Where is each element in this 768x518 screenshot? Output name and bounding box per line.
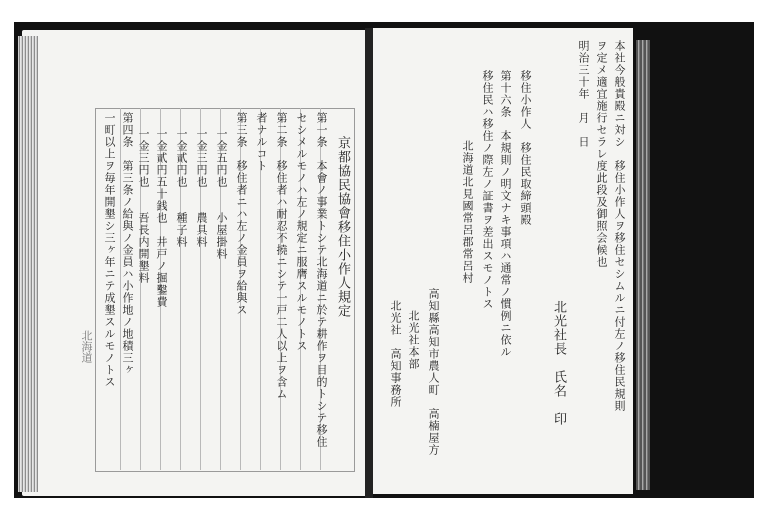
right-signature: 北光社長 氏名 印: [551, 300, 566, 426]
left-column: 第二条 移住者ハ耐忍不撓ニシテ一戸二人以上ヲ含ム: [275, 112, 288, 400]
left-title: 京都協民協會移住小作人規定: [335, 136, 350, 318]
right-column: 移住民ハ移住ノ際左ノ証書ヲ差出スモノトス: [481, 70, 494, 310]
right-column: 北海道北見國常呂郡常呂村: [461, 140, 474, 284]
left-column: 一金五円也 小屋掛料: [215, 128, 228, 260]
left-column: セシメルモノハ左ノ規定ニ服膺スルモノトス: [295, 112, 308, 352]
left-column: 第三条 移住者ニハ左ノ金員ヲ給與ス: [235, 112, 248, 316]
right-column: ヲ定メ適宜施行セラレ度此段及御照会候也: [595, 40, 608, 268]
left-margin-note: 北海道: [80, 330, 93, 363]
right-column: 明治三十年 月 日: [577, 40, 590, 148]
right-column: 移住小作人 移住民取締頭殿: [519, 70, 532, 226]
left-page-edges: [18, 36, 38, 492]
right-column: 北光社本部: [407, 310, 420, 370]
left-column: 第一条 本會ノ事業トシテ北海道ニ於テ耕作ヲ目的トシテ移住: [315, 112, 328, 448]
book-gutter: [365, 28, 373, 498]
left-column: 一金三円也 吾長内開墾料: [137, 128, 150, 284]
right-column: 本社今般貴殿ニ対シ 移住小作人ヲ移住セシムルニ付左ノ移住民規則: [613, 40, 626, 412]
right-column: 北光社 高知事務所: [389, 300, 402, 408]
left-column: 一町以上ヲ毎年開墾シ三ヶ年ニテ成墾スルモノトス: [103, 112, 116, 388]
left-column: 者ナルコト: [255, 112, 268, 172]
left-column: 第四条 第三条ノ給與ノ金員ハ小作地ノ地積三ヶ: [121, 112, 134, 376]
left-column: 一金貳円也 種子料: [175, 128, 188, 248]
left-column: 一金三円也 農具料: [195, 128, 208, 248]
right-page-edges: [636, 40, 650, 490]
left-column: 一金貳円五十銭也 井戸ノ掘鑿費: [155, 128, 168, 308]
right-column: 高知縣高知市農人町 高楠屋方: [427, 288, 440, 456]
right-column: 第十六条 本規則ノ明文ナキ事項ハ通常ノ慣例ニ依ル: [499, 70, 512, 358]
